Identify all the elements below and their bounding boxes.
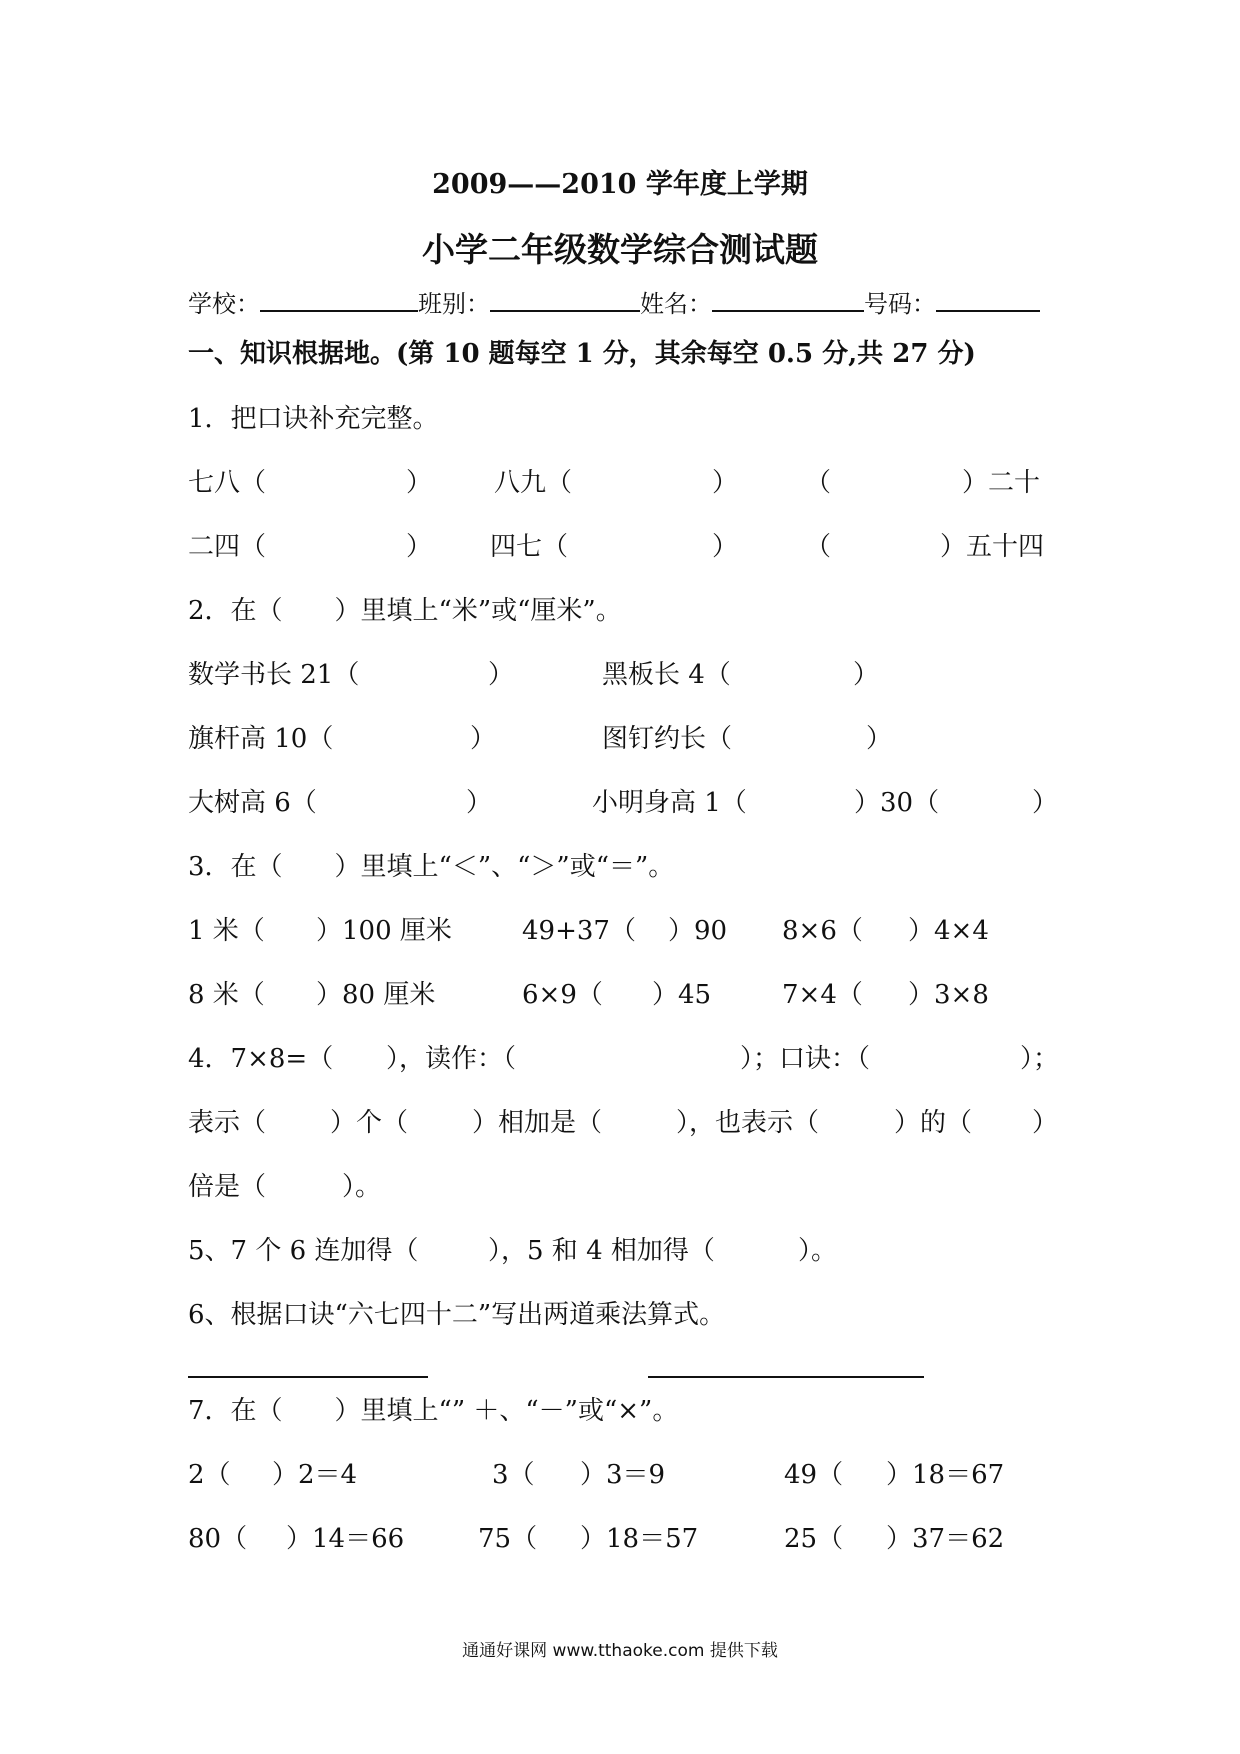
q7-r2-f: ）37＝62 (886, 1524, 1005, 1554)
q4-l3-a: 倍是（ (188, 1172, 267, 1202)
q3-r2-d: ）45 (652, 980, 712, 1010)
q2-r1-a: 数学书长 21（ (188, 660, 360, 690)
q4-l2-e: ）的（ (894, 1108, 973, 1138)
q7-r1-a: 2（ (188, 1460, 231, 1490)
q1-r2-e: （ (805, 532, 832, 562)
page-title: 小学二年级数学综合测试题 (422, 230, 818, 269)
q3-r1-b: ）100 厘米 (316, 916, 452, 946)
q1-r1-f: ）二十 (962, 468, 1041, 498)
q2-r2-b: ） (470, 724, 497, 754)
q2-r3-d: ）30（ (854, 788, 940, 818)
info-row (188, 284, 1040, 319)
q3-r1-d: ）90 (668, 916, 728, 946)
number-label: 号码： (864, 290, 936, 318)
q1-r2-c: 四七（ (490, 532, 569, 562)
school-field[interactable] (260, 290, 418, 312)
q2-r2-a: 旗杆高 10（ (188, 724, 334, 754)
q1-r1-b: ） (406, 468, 433, 498)
q7-r2-b: ）14＝66 (286, 1524, 405, 1554)
q1-r2-f: ）五十四 (940, 532, 1045, 562)
q7-r1-e: 49（ (784, 1460, 844, 1490)
q2-title: 2．在（ ）里填上“米”或“厘米”。 (188, 596, 622, 626)
q3-r2-e: 7×4（ (782, 980, 863, 1010)
q4-l1-c: ）；口诀：（ (740, 1044, 871, 1074)
q3-r2-a: 8 米（ (188, 980, 265, 1010)
q2-r3-c: 小明身高 1（ (592, 788, 747, 818)
q1-r2-a: 二四（ (188, 532, 267, 562)
q4-l3-b: ）。 (342, 1172, 382, 1202)
q7-r2-a: 80（ (188, 1524, 248, 1554)
name-field[interactable] (712, 290, 864, 312)
q4-l1-a: 4．7×8=（ (188, 1044, 334, 1074)
q4-l1-b: ），读作：（ (386, 1044, 517, 1074)
name-label: 姓名： (640, 290, 712, 318)
q2-r2-c: 图钉约长（ (602, 724, 733, 754)
q3-r2-b: ）80 厘米 (316, 980, 436, 1010)
q3-r1-c: 49+37（ (522, 916, 636, 946)
q1-r1-d: ） (712, 468, 739, 498)
q2-r2-d: ） (866, 724, 893, 754)
section-header: 一、知识根据地。(第 10 题每空 1 分，其余每空 0.5 分,共 27 分) (188, 339, 976, 369)
answer-line[interactable] (188, 1376, 428, 1378)
q7-title: 7．在（ ）里填上“” ＋、“－”或“×”。 (188, 1396, 679, 1426)
number-field[interactable] (936, 290, 1040, 312)
q1-r1-e: （ (805, 468, 832, 498)
q7-r1-c: 3（ (492, 1460, 535, 1490)
q4-l2-f: ） (1032, 1108, 1059, 1138)
school-label: 学校： (188, 290, 260, 318)
q7-r1-d: ）3＝9 (580, 1460, 666, 1490)
q7-r2-d: ）18＝57 (580, 1524, 699, 1554)
q3-r2-c: 6×9（ (522, 980, 603, 1010)
q6-title: 6、根据口诀“六七四十二”写出两道乘法算式。 (188, 1300, 726, 1330)
q7-r1-b: ）2＝4 (272, 1460, 358, 1490)
q2-r3-a: 大树高 6（ (188, 788, 317, 818)
q5-c: ）。 (798, 1236, 838, 1266)
q3-r1-a: 1 米（ (188, 916, 265, 946)
q1-r1-a: 七八（ (188, 468, 267, 498)
q2-r1-b: ） (488, 660, 515, 690)
q3-r1-f: ）4×4 (908, 916, 989, 946)
q4-l2-b: ）个（ (330, 1108, 409, 1138)
q4-l1-d: ）； (1020, 1044, 1060, 1074)
q7-r2-e: 25（ (784, 1524, 844, 1554)
q4-l2-c: ）相加是（ (472, 1108, 603, 1138)
class-label: 班别： (418, 290, 490, 318)
q7-r2-c: 75（ (478, 1524, 538, 1554)
q7-r1-f: ）18＝67 (886, 1460, 1005, 1490)
q2-r3-e: ） (1032, 788, 1059, 818)
q2-r1-d: ） (853, 660, 880, 690)
q1-r2-b: ） (406, 532, 433, 562)
answer-line[interactable] (648, 1376, 924, 1378)
q4-l2-d: ），也表示（ (676, 1108, 820, 1138)
q1-title: 1．把口诀补充完整。 (188, 404, 439, 434)
q5-b: ），5 和 4 相加得（ (488, 1236, 715, 1266)
q3-r1-e: 8×6（ (782, 916, 863, 946)
q2-r3-b: ） (466, 788, 493, 818)
q1-r1-c: 八九（ (494, 468, 573, 498)
q3-r2-f: ）3×8 (908, 980, 989, 1010)
page-subtitle: 2009——2010 学年度上学期 (432, 169, 808, 200)
q3-title: 3．在（ ）里填上“＜”、“＞”或“＝”。 (188, 852, 675, 882)
class-field[interactable] (490, 290, 640, 312)
q1-r2-d: ） (712, 532, 739, 562)
q2-r1-c: 黑板长 4（ (602, 660, 731, 690)
q4-l2-a: 表示（ (188, 1108, 267, 1138)
q5-a: 5、7 个 6 连加得（ (188, 1236, 419, 1266)
footer-text: 通通好课网 www.tthaoke.com 提供下载 (462, 1641, 778, 1661)
